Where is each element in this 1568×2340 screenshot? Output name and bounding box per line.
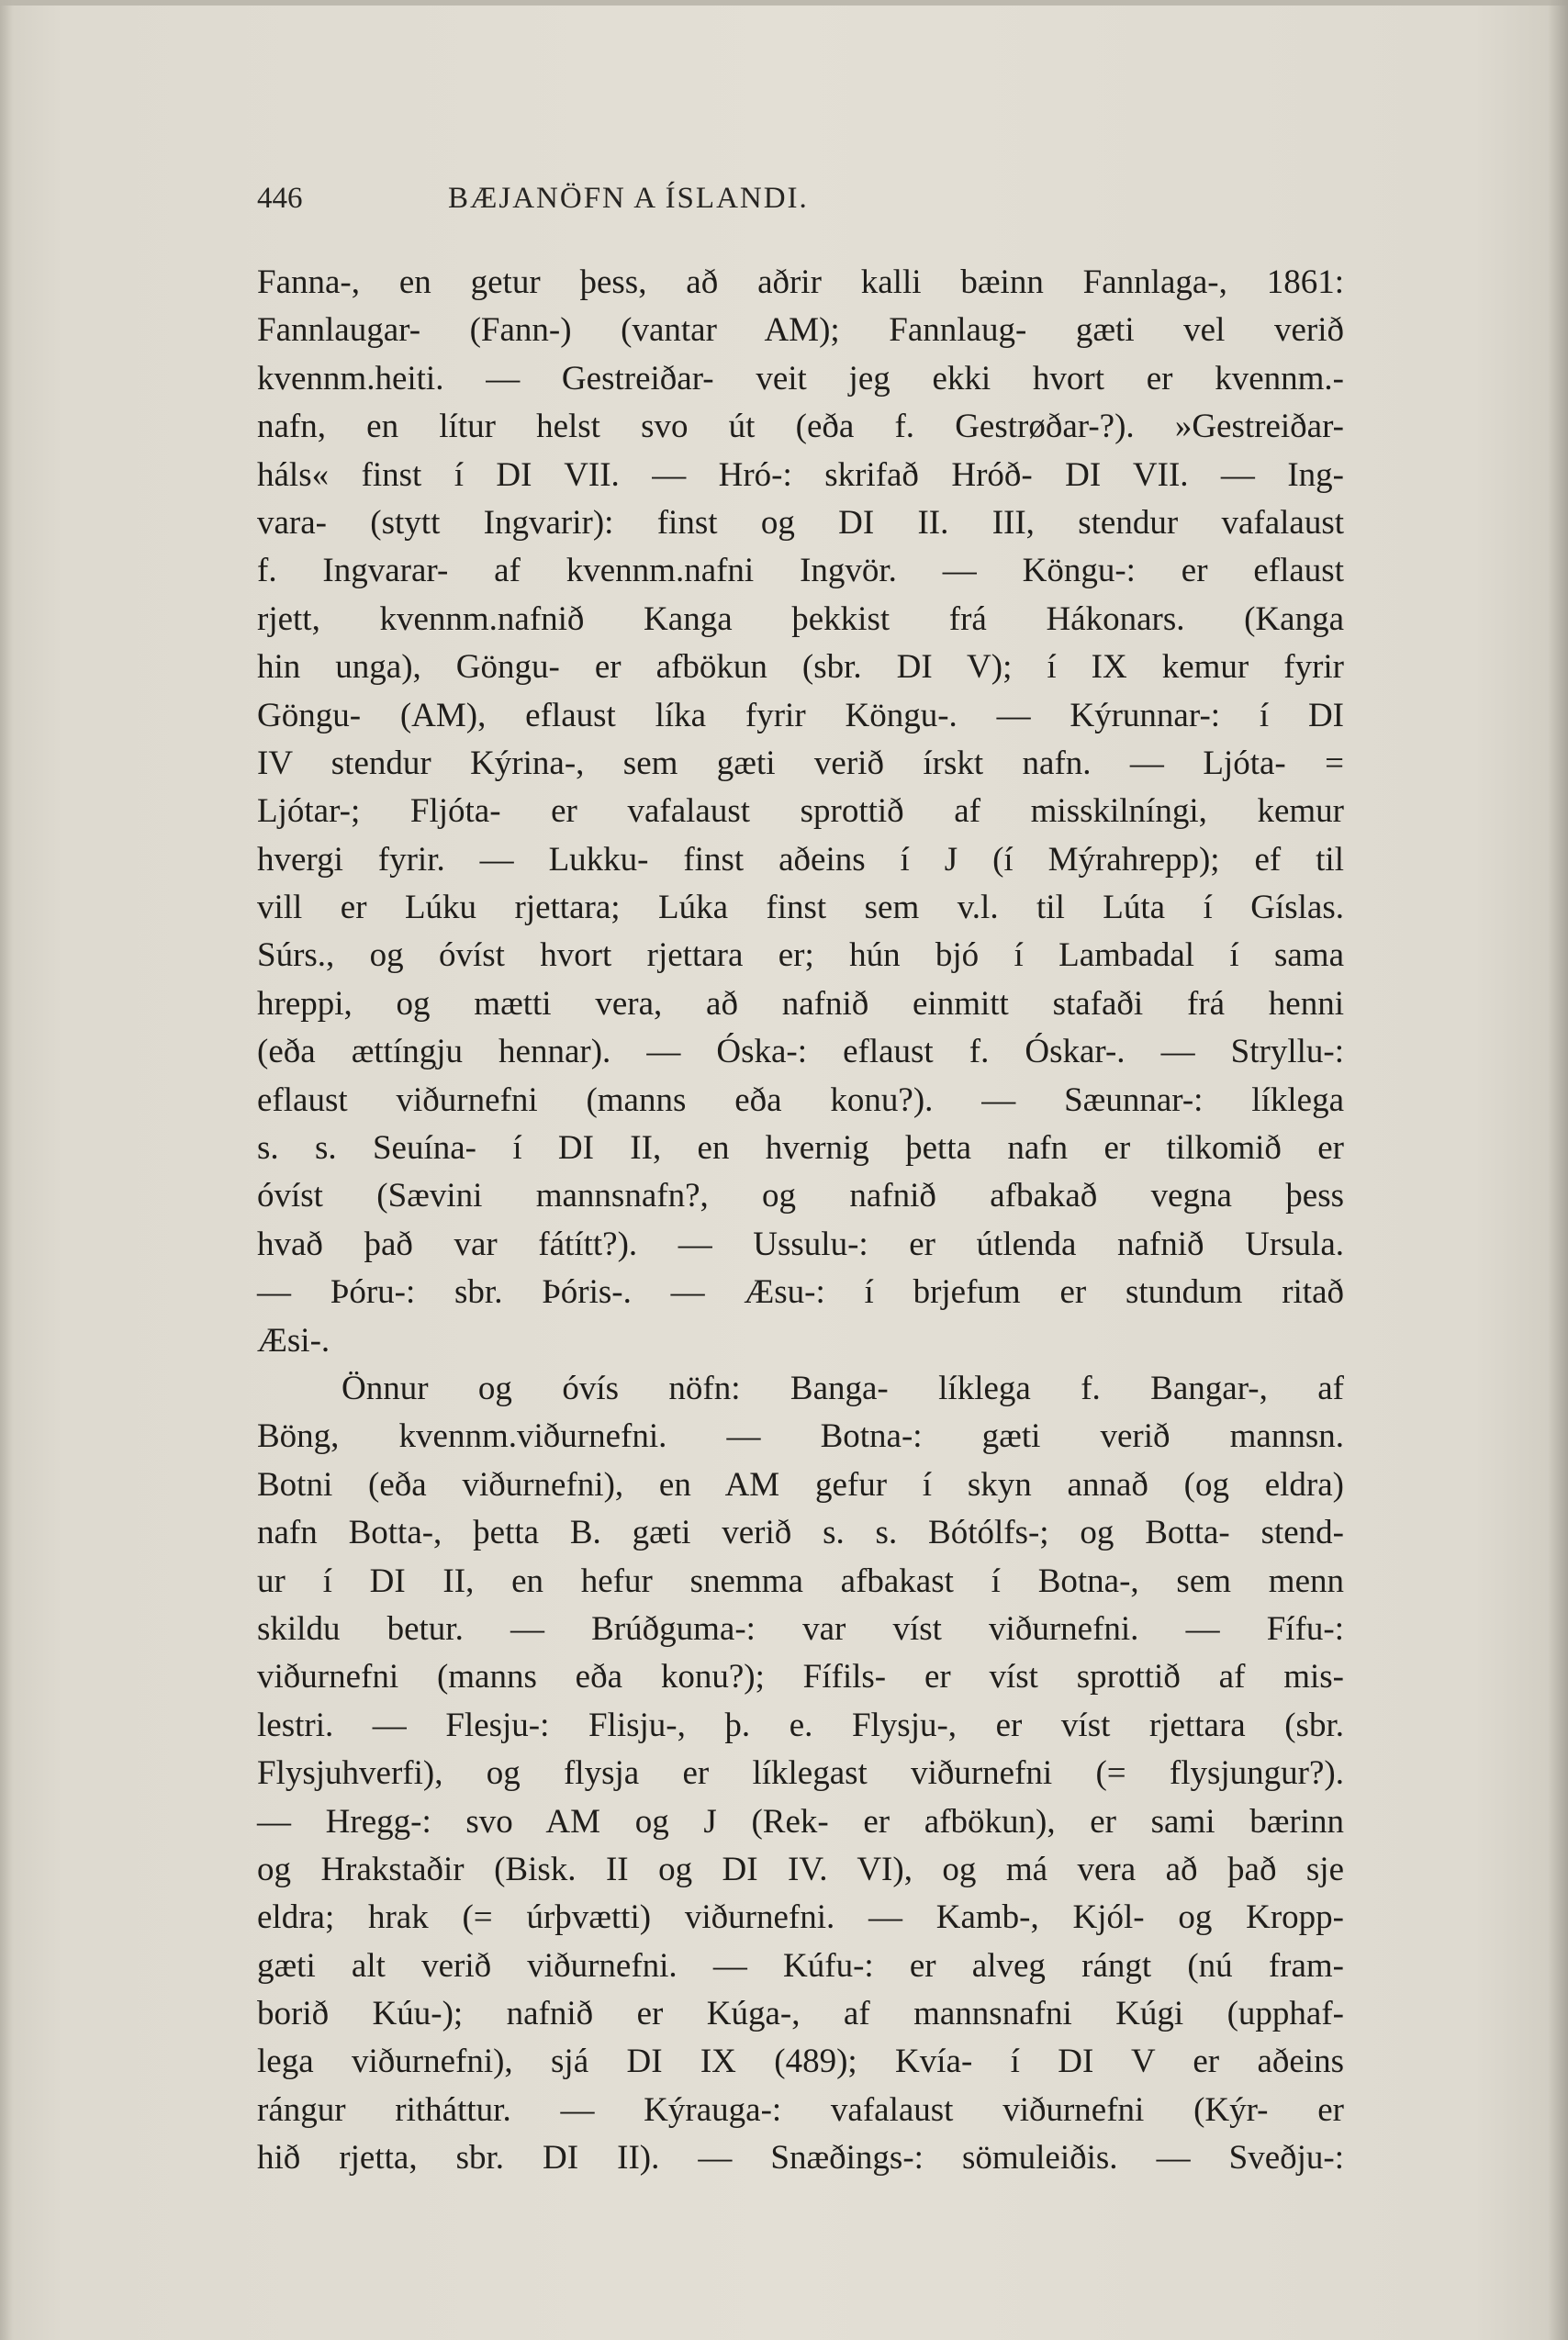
text-line: viðurnefni (manns eða konu?); Fífils- er víst sprottið af mis- bbox=[257, 1658, 1344, 1696]
text-line: lestri. — Flesju-: Flisju-, þ. e. Flysju-, er víst rjettara (sbr. bbox=[257, 1706, 1344, 1744]
text-line: Fanna-, en getur þess, að aðrir kalli bæinn Fannlaga-, 1861: bbox=[257, 263, 1344, 301]
text-line: hreppi, og mætti vera, að nafnið einmitt stafaði frá henni bbox=[257, 984, 1344, 1023]
text-line: nafn Botta-, þetta B. gæti verið s. s. Bótólfs-; og Botta- stend- bbox=[257, 1514, 1344, 1552]
text-line: borið Kúu-); nafnið er Kúga-, af mannsnafni Kúgi (upphaf- bbox=[257, 1995, 1344, 2033]
text-line: hin unga), Göngu- er afbökun (sbr. DI V); í IX kemur fyrir bbox=[257, 648, 1344, 687]
text-line: — Hregg-: svo AM og J (Rek- er afbökun), er sami bærinn bbox=[257, 1802, 1344, 1841]
text-line: og Hrakstaðir (Bisk. II og DI IV. VI), og má vera að það sje bbox=[257, 1850, 1344, 1888]
page-right-shadow bbox=[1548, 0, 1568, 2340]
text-line: Flysjuhverfi), og flysja er líklegast viðurnefni (= flysjungur?). bbox=[257, 1754, 1344, 1793]
text-line: lega viðurnefni), sjá DI IX (489); Kvía- í DI V er aðeins bbox=[257, 2043, 1344, 2081]
text-line: vara- (stytt Ingvarir): finst og DI II. III, stendur vafalaust bbox=[257, 503, 1344, 542]
text-line: gæti alt verið viðurnefni. — Kúfu-: er alveg rángt (nú fram- bbox=[257, 1946, 1344, 1985]
text-line: s. s. Seuína- í DI II, en hvernig þetta nafn er tilkomið er bbox=[257, 1129, 1344, 1168]
text-line: Önnur og óvís nöfn: Banga- líklega f. Bangar-, af bbox=[342, 1369, 1344, 1407]
text-line: f. Ingvarar- af kvennm.nafni Ingvör. — Köngu-: er eflaust bbox=[257, 552, 1344, 590]
text-line: ur í DI II, en hefur snemma afbakast í Botna-, sem menn bbox=[257, 1562, 1344, 1600]
text-line: nafn, en lítur helst svo út (eða f. Gestrøðar-?). »Gestreiðar- bbox=[257, 408, 1344, 446]
text-line: hið rjetta, sbr. DI II). — Snæðings-: sömuleiðis. — Sveðju-: bbox=[257, 2139, 1344, 2178]
text-line: eldra; hrak (= úrþvætti) viðurnefni. — Kamb-, Kjól- og Kropp- bbox=[257, 1898, 1344, 1937]
text-line: vill er Lúku rjettara; Lúka finst sem v.l. til Lúta í Gíslas. bbox=[257, 889, 1344, 927]
text-line: (eða ættíngju hennar). — Óska-: eflaust f. Óskar-. — Stryllu-: bbox=[257, 1033, 1344, 1071]
body-text bbox=[257, 259, 1344, 2183]
text-line: hvað það var fátítt?). — Ussulu-: er útlenda nafnið Ursula. bbox=[257, 1225, 1344, 1263]
text-line: eflaust viðurnefni (manns eða konu?). — Sæunnar-: líklega bbox=[257, 1080, 1344, 1119]
text-line: Böng, kvennm.viðurnefni. — Botna-: gæti verið mannsn. bbox=[257, 1417, 1344, 1456]
text-line: Ljótar-; Fljóta- er vafalaust sprottið af misskilníngi, kemur bbox=[257, 792, 1344, 831]
text-line: Botni (eða viðurnefni), en AM gefur í skyn annað (og eldra) bbox=[257, 1465, 1344, 1504]
text-line: Fannlaugar- (Fann-) (vantar AM); Fannlaug- gæti vel verið bbox=[257, 311, 1344, 350]
text-line: IV stendur Kýrina-, sem gæti verið írskt nafn. — Ljóta- = bbox=[257, 744, 1344, 782]
text-line: rángur ritháttur. — Kýrauga-: vafalaust viðurnefni (Kýr- er bbox=[257, 2090, 1344, 2129]
text-line: óvíst (Sævini mannsnafn?, og nafnið afbakað vegna þess bbox=[257, 1177, 1344, 1215]
running-title: BÆJANÖFN A ÍSLANDI. bbox=[448, 182, 809, 215]
text-line: hvergi fyrir. — Lukku- finst aðeins í J (í Mýrahrepp); ef til bbox=[257, 840, 1344, 879]
text-line: Súrs., og óvíst hvort rjettara er; hún bjó í Lambadal í sama bbox=[257, 936, 1344, 975]
text-line: Göngu- (AM), eflaust líka fyrir Köngu-. — Kýrunnar-: í DI bbox=[257, 696, 1344, 734]
text-line: Æsi-. bbox=[257, 1321, 330, 1360]
text-line: kvennm.heiti. — Gestreiðar- veit jeg ekki hvort er kvennm.- bbox=[257, 359, 1344, 397]
text-line: rjett, kvennm.nafnið Kanga þekkist frá Hákonars. (Kanga bbox=[257, 599, 1344, 638]
page-left-shadow bbox=[0, 0, 13, 2340]
page-number: 446 bbox=[257, 182, 303, 215]
text-line: háls« finst í DI VII. — Hró-: skrifað Hróð- DI VII. — Ing- bbox=[257, 455, 1344, 494]
page-top-edge bbox=[0, 0, 1568, 6]
text-line: skildu betur. — Brúðguma-: var víst viðurnefni. — Fífu-: bbox=[257, 1609, 1344, 1648]
text-line: — Þóru-: sbr. Þóris-. — Æsu-: í brjefum er stundum ritað bbox=[257, 1273, 1344, 1312]
running-head bbox=[257, 182, 1304, 222]
